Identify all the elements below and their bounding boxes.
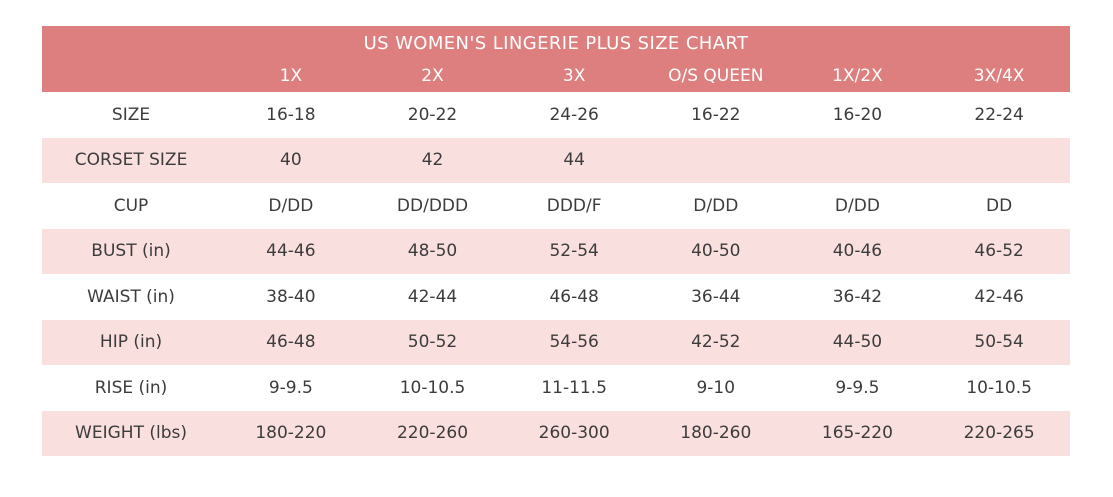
cell-weight-1x-2x: 165-220 xyxy=(787,411,929,457)
cell-hip-1x: 46-48 xyxy=(220,320,362,366)
cell-weight-3x: 260-300 xyxy=(503,411,645,457)
cell-rise-3x-4x: 10-10.5 xyxy=(928,365,1070,411)
row-label-bust: BUST (in) xyxy=(42,229,220,275)
cell-rise-3x: 11-11.5 xyxy=(503,365,645,411)
row-label-weight: WEIGHT (lbs) xyxy=(42,411,220,457)
chart-title-row xyxy=(42,26,1070,60)
column-header-1x-2x: 1X/2X xyxy=(787,60,929,92)
row-label-size: SIZE xyxy=(42,92,220,138)
cell-rise-1x-2x: 9-9.5 xyxy=(787,365,929,411)
cell-weight-3x-4x: 220-265 xyxy=(928,411,1070,457)
cell-waist-3x-4x: 42-46 xyxy=(928,274,1070,320)
table-row xyxy=(42,229,1070,275)
row-label-rise: RISE (in) xyxy=(42,365,220,411)
cell-weight-2x: 220-260 xyxy=(362,411,504,457)
cell-corset-size-3x-4x xyxy=(928,138,1070,184)
row-label-waist: WAIST (in) xyxy=(42,274,220,320)
table-row xyxy=(42,274,1070,320)
column-header-2x: 2X xyxy=(362,60,504,92)
cell-size-1x-2x: 16-20 xyxy=(787,92,929,138)
cell-hip-os-queen: 42-52 xyxy=(645,320,787,366)
table-row xyxy=(42,138,1070,184)
column-header-row xyxy=(42,60,1070,92)
table-row xyxy=(42,411,1070,457)
cell-waist-1x-2x: 36-42 xyxy=(787,274,929,320)
cell-cup-2x: DD/DDD xyxy=(362,183,504,229)
cell-waist-os-queen: 36-44 xyxy=(645,274,787,320)
column-header-3x: 3X xyxy=(503,60,645,92)
cell-cup-1x: D/DD xyxy=(220,183,362,229)
cell-weight-1x: 180-220 xyxy=(220,411,362,457)
row-label-hip: HIP (in) xyxy=(42,320,220,366)
row-label-corset-size: CORSET SIZE xyxy=(42,138,220,184)
cell-rise-os-queen: 9-10 xyxy=(645,365,787,411)
cell-bust-2x: 48-50 xyxy=(362,229,504,275)
cell-cup-3x: DDD/F xyxy=(503,183,645,229)
cell-bust-3x: 52-54 xyxy=(503,229,645,275)
column-header-3x-4x: 3X/4X xyxy=(928,60,1070,92)
row-label-header xyxy=(42,60,220,92)
cell-corset-size-os-queen xyxy=(645,138,787,184)
size-chart-table xyxy=(42,26,1070,456)
cell-cup-os-queen: D/DD xyxy=(645,183,787,229)
row-label-cup: CUP xyxy=(42,183,220,229)
cell-bust-os-queen: 40-50 xyxy=(645,229,787,275)
cell-size-os-queen: 16-22 xyxy=(645,92,787,138)
cell-waist-3x: 46-48 xyxy=(503,274,645,320)
table-row xyxy=(42,92,1070,138)
cell-corset-size-2x: 42 xyxy=(362,138,504,184)
cell-hip-3x-4x: 50-54 xyxy=(928,320,1070,366)
cell-bust-3x-4x: 46-52 xyxy=(928,229,1070,275)
table-row xyxy=(42,320,1070,366)
cell-bust-1x-2x: 40-46 xyxy=(787,229,929,275)
column-header-1x: 1X xyxy=(220,60,362,92)
chart-title: US WOMEN'S LINGERIE PLUS SIZE CHART xyxy=(42,26,1070,60)
column-header-os-queen: O/S QUEEN xyxy=(645,60,787,92)
cell-cup-1x-2x: D/DD xyxy=(787,183,929,229)
table-row xyxy=(42,183,1070,229)
cell-size-1x: 16-18 xyxy=(220,92,362,138)
cell-size-3x-4x: 22-24 xyxy=(928,92,1070,138)
size-chart-body xyxy=(42,26,1070,456)
cell-size-3x: 24-26 xyxy=(503,92,645,138)
cell-size-2x: 20-22 xyxy=(362,92,504,138)
cell-waist-2x: 42-44 xyxy=(362,274,504,320)
cell-corset-size-3x: 44 xyxy=(503,138,645,184)
cell-weight-os-queen: 180-260 xyxy=(645,411,787,457)
cell-cup-3x-4x: DD xyxy=(928,183,1070,229)
cell-hip-3x: 54-56 xyxy=(503,320,645,366)
table-row xyxy=(42,365,1070,411)
cell-corset-size-1x: 40 xyxy=(220,138,362,184)
cell-hip-2x: 50-52 xyxy=(362,320,504,366)
cell-waist-1x: 38-40 xyxy=(220,274,362,320)
cell-rise-1x: 9-9.5 xyxy=(220,365,362,411)
cell-corset-size-1x-2x xyxy=(787,138,929,184)
cell-rise-2x: 10-10.5 xyxy=(362,365,504,411)
cell-bust-1x: 44-46 xyxy=(220,229,362,275)
cell-hip-1x-2x: 44-50 xyxy=(787,320,929,366)
